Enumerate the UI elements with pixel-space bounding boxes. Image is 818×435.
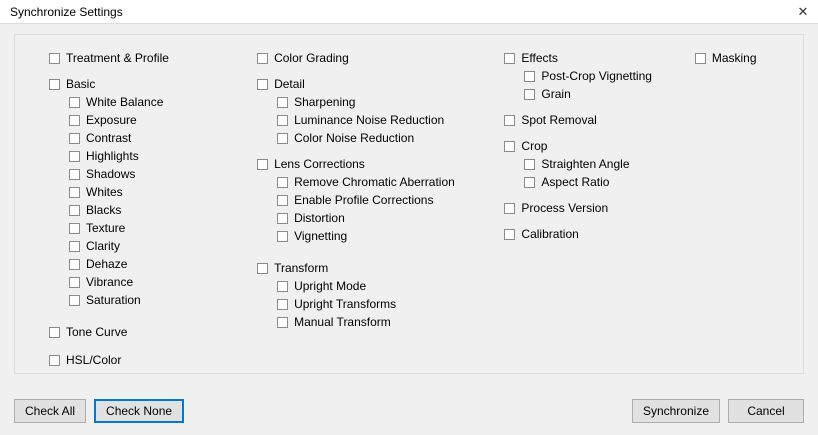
- checkbox-row[interactable]: [257, 49, 504, 67]
- checkbox-label: Distortion: [294, 211, 345, 225]
- checkbox-label: Lens Corrections: [274, 157, 365, 171]
- checkbox-row[interactable]: [257, 93, 504, 111]
- checkbox-label: Straighten Angle: [541, 157, 630, 171]
- cancel-button[interactable]: Cancel: [728, 399, 804, 423]
- checkbox-icon[interactable]: [257, 53, 268, 64]
- window-title: Synchronize Settings: [10, 4, 123, 19]
- checkbox-icon[interactable]: [49, 53, 60, 64]
- checkbox-icon[interactable]: [504, 141, 515, 152]
- checkbox-row[interactable]: [257, 129, 504, 147]
- checkbox-icon[interactable]: [69, 115, 80, 126]
- column-two: [257, 49, 504, 363]
- checkbox-label: HSL/Color: [66, 353, 122, 367]
- checkbox-label: Shadows: [86, 167, 136, 181]
- checkbox-row[interactable]: [257, 155, 504, 173]
- column-four: [695, 49, 793, 363]
- checkbox-icon[interactable]: [504, 53, 515, 64]
- checkbox-icon[interactable]: [69, 295, 80, 306]
- checkbox-icon[interactable]: [49, 355, 60, 366]
- checkbox-icon[interactable]: [277, 213, 288, 224]
- checkbox-label: Grain: [541, 87, 571, 101]
- checkbox-row[interactable]: [695, 49, 793, 67]
- checkbox-label: Saturation: [86, 293, 141, 307]
- checkbox-row[interactable]: [504, 111, 694, 129]
- checkbox-label: Calibration: [521, 227, 579, 241]
- dialog-body: [0, 24, 818, 435]
- checkbox-icon[interactable]: [524, 71, 535, 82]
- checkbox-row[interactable]: [257, 227, 504, 245]
- settings-group-box: [14, 34, 804, 374]
- checkbox-label: Texture: [86, 221, 126, 235]
- checkbox-label: Enable Profile Corrections: [294, 193, 434, 207]
- checkbox-label: Post-Crop Vignetting: [541, 69, 652, 83]
- checkbox-label: Vibrance: [86, 275, 134, 289]
- checkbox-icon[interactable]: [69, 277, 80, 288]
- checkbox-label: Detail: [274, 77, 305, 91]
- checkbox-label: Color Noise Reduction: [294, 131, 415, 145]
- checkbox-row[interactable]: [257, 75, 504, 93]
- checkbox-icon[interactable]: [277, 115, 288, 126]
- checkbox-row[interactable]: [257, 295, 504, 313]
- checkbox-icon[interactable]: [69, 187, 80, 198]
- checkbox-row[interactable]: [257, 111, 504, 129]
- checkbox-label: Tone Curve: [66, 325, 128, 339]
- checkbox-icon[interactable]: [524, 177, 535, 188]
- checkbox-icon[interactable]: [49, 79, 60, 90]
- checkbox-row[interactable]: [257, 209, 504, 227]
- checkbox-row[interactable]: [49, 219, 257, 237]
- checkbox-icon[interactable]: [69, 133, 80, 144]
- checkbox-icon[interactable]: [257, 159, 268, 170]
- checkbox-row[interactable]: [49, 75, 257, 93]
- checkbox-row[interactable]: [49, 273, 257, 291]
- checkbox-label: Masking: [711, 51, 757, 65]
- checkbox-label: Exposure: [86, 113, 137, 127]
- checkbox-row[interactable]: [49, 183, 257, 201]
- checkbox-icon[interactable]: [277, 299, 288, 310]
- checkbox-icon[interactable]: [69, 259, 80, 270]
- checkbox-row[interactable]: [49, 201, 257, 219]
- checkbox-label: White Balance: [86, 95, 164, 109]
- checkbox-label: Treatment & Profile: [66, 51, 169, 65]
- title-bar: [0, 0, 818, 24]
- spacer: [504, 129, 694, 137]
- checkbox-label: Highlights: [86, 149, 139, 163]
- checkbox-row[interactable]: [504, 137, 694, 155]
- checkbox-label: Effects: [521, 51, 558, 65]
- checkbox-label: Manual Transform: [294, 315, 391, 329]
- checkbox-label: Basic: [66, 77, 96, 91]
- checkbox-icon[interactable]: [69, 205, 80, 216]
- checkbox-row[interactable]: [504, 155, 694, 173]
- checkbox-label: Transform: [274, 261, 329, 275]
- check-none-button[interactable]: Check None: [94, 399, 184, 423]
- checkbox-label: Clarity: [86, 239, 121, 253]
- checkbox-icon[interactable]: [277, 231, 288, 242]
- checkbox-row[interactable]: [49, 351, 257, 369]
- check-all-button[interactable]: Check All: [14, 399, 86, 423]
- close-icon[interactable]: ✕: [797, 3, 809, 19]
- checkbox-icon[interactable]: [69, 223, 80, 234]
- checkbox-label: Dehaze: [86, 257, 128, 271]
- checkbox-row[interactable]: [257, 313, 504, 331]
- checkbox-row[interactable]: [49, 147, 257, 165]
- checkbox-row[interactable]: [49, 323, 257, 341]
- checkbox-icon[interactable]: [695, 53, 706, 64]
- checkbox-icon[interactable]: [277, 317, 288, 328]
- spacer: [257, 67, 504, 75]
- checkbox-icon[interactable]: [524, 159, 535, 170]
- checkbox-icon[interactable]: [277, 133, 288, 144]
- checkbox-row[interactable]: [504, 85, 694, 103]
- checkbox-icon[interactable]: [69, 97, 80, 108]
- checkbox-icon[interactable]: [504, 229, 515, 240]
- checkbox-label: Crop: [521, 139, 548, 153]
- spacer: [257, 245, 504, 259]
- checkbox-icon[interactable]: [524, 89, 535, 100]
- footer-left-buttons: [14, 399, 184, 423]
- checkbox-row[interactable]: [257, 277, 504, 295]
- checkbox-row[interactable]: [49, 129, 257, 147]
- checkbox-label: Spot Removal: [521, 113, 597, 127]
- checkbox-row[interactable]: [49, 237, 257, 255]
- checkbox-row[interactable]: [504, 49, 694, 67]
- spacer: [504, 217, 694, 225]
- checkbox-icon[interactable]: [69, 169, 80, 180]
- checkbox-row[interactable]: [257, 173, 504, 191]
- checkbox-row[interactable]: [504, 225, 694, 243]
- checkbox-label: Contrast: [86, 131, 132, 145]
- checkbox-icon[interactable]: [277, 195, 288, 206]
- spacer: [257, 147, 504, 155]
- checkbox-label: Remove Chromatic Aberration: [294, 175, 455, 189]
- checkbox-row[interactable]: [49, 291, 257, 309]
- checkbox-icon[interactable]: [277, 177, 288, 188]
- checkbox-columns: [25, 49, 793, 367]
- checkbox-label: Blacks: [86, 203, 122, 217]
- checkbox-row[interactable]: [257, 259, 504, 277]
- checkbox-row[interactable]: [504, 173, 694, 191]
- spacer: [49, 309, 257, 323]
- checkbox-label: Vignetting: [294, 229, 348, 243]
- checkbox-icon[interactable]: [277, 97, 288, 108]
- checkbox-row[interactable]: [504, 67, 694, 85]
- checkbox-row[interactable]: [49, 93, 257, 111]
- checkbox-label: Whites: [86, 185, 123, 199]
- checkbox-label: Process Version: [521, 201, 609, 215]
- checkbox-icon[interactable]: [49, 327, 60, 338]
- footer-right-buttons: [632, 399, 804, 423]
- checkbox-row[interactable]: [504, 199, 694, 217]
- checkbox-icon[interactable]: [69, 151, 80, 162]
- checkbox-icon[interactable]: [277, 281, 288, 292]
- checkbox-label: Color Grading: [274, 51, 349, 65]
- checkbox-icon[interactable]: [504, 115, 515, 126]
- checkbox-row[interactable]: [257, 191, 504, 209]
- checkbox-label: Sharpening: [294, 95, 356, 109]
- spacer: [49, 341, 257, 351]
- checkbox-icon[interactable]: [257, 263, 268, 274]
- checkbox-icon[interactable]: [257, 79, 268, 90]
- spacer: [504, 103, 694, 111]
- dialog-footer: [14, 399, 804, 423]
- column-three: [504, 49, 694, 363]
- spacer: [49, 67, 257, 75]
- checkbox-icon[interactable]: [504, 203, 515, 214]
- checkbox-row[interactable]: [49, 165, 257, 183]
- checkbox-row[interactable]: [49, 255, 257, 273]
- checkbox-row[interactable]: [49, 49, 257, 67]
- checkbox-icon[interactable]: [69, 241, 80, 252]
- synchronize-button[interactable]: Synchronize: [632, 399, 720, 423]
- checkbox-label: Upright Transforms: [294, 297, 397, 311]
- spacer: [504, 191, 694, 199]
- column-one: [25, 49, 257, 367]
- checkbox-row[interactable]: [49, 111, 257, 129]
- checkbox-label: Luminance Noise Reduction: [294, 113, 445, 127]
- checkbox-label: Upright Mode: [294, 279, 367, 293]
- checkbox-label: Aspect Ratio: [541, 175, 610, 189]
